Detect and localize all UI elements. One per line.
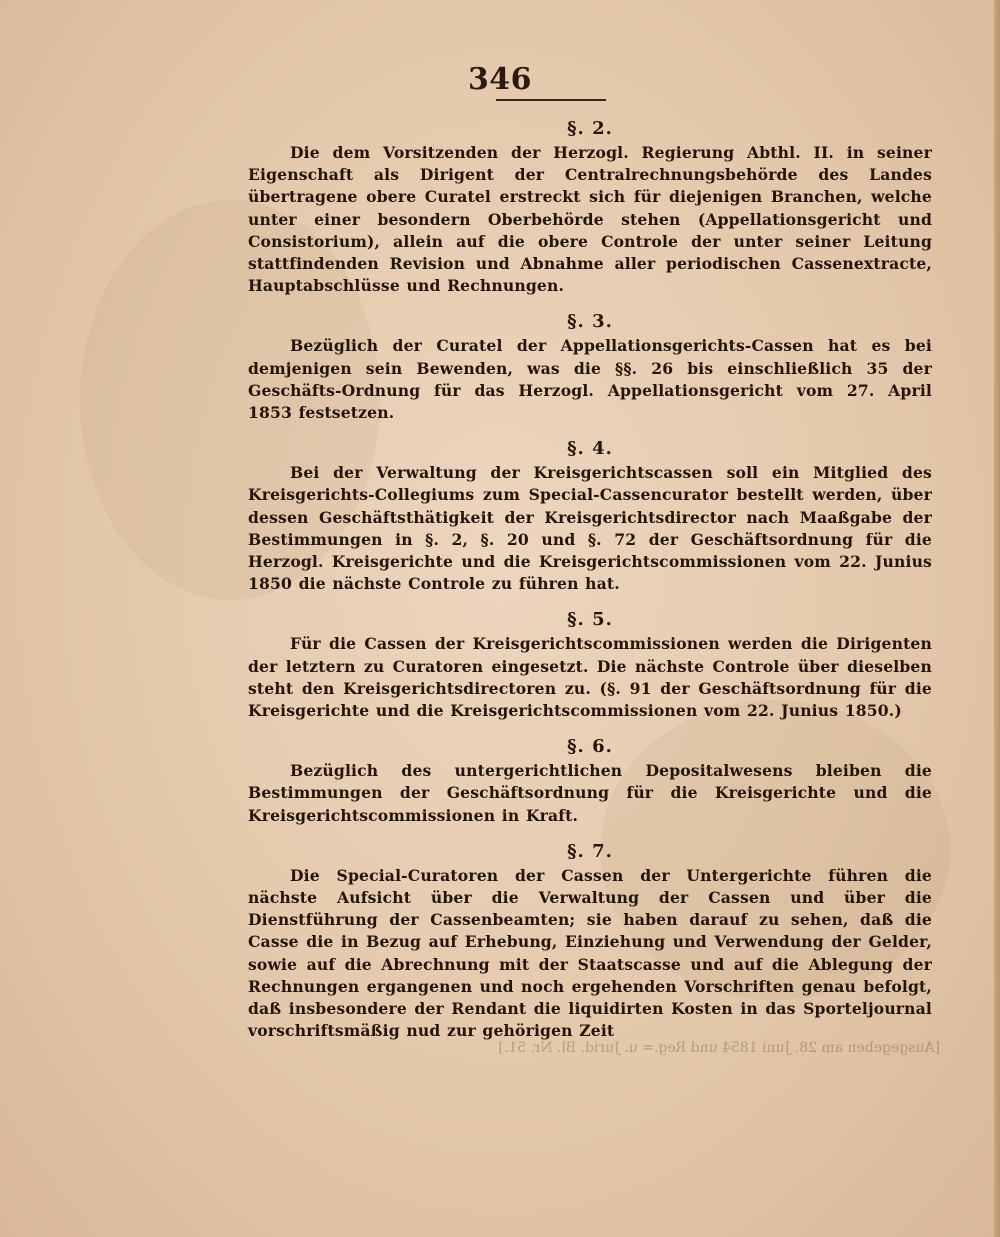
section-6	[248, 734, 932, 827]
section-number: §. 4.	[567, 438, 613, 460]
section-text: Bezüglich der Curatel der Appellationsgerichts-Cassen hat es bei demjenigen sein Bewenden, was die §§. 26 bis einschließlich 35 der Geschäfts-Ordnung für das Herzogl. Appellationsgericht vom 27. April 1853 festsetzen.	[248, 336, 932, 423]
section-number: §. 7.	[567, 840, 613, 862]
section-4	[248, 436, 932, 595]
section-number: §. 3.	[567, 311, 613, 333]
section-3	[248, 309, 932, 424]
document-body	[248, 116, 932, 1043]
page-edge	[994, 0, 1000, 1237]
section-text: Bezüglich des untergerichtlichen Depositalwesens bleiben die Bestimmungen der Geschäftsordnung für die Kreisgerichte und die Kreisgerichtscommissionen in Kraft.	[248, 761, 932, 825]
section-7	[248, 839, 932, 1043]
section-5	[248, 607, 932, 722]
section-number: §. 5.	[567, 609, 613, 631]
section-text: Die dem Vorsitzenden der Herzogl. Regierung Abthl. II. in seiner Eigenschaft als Dirigent der Centralrechnungsbehörde des Landes übertragene obere Curatel erstreckt sich für diejenigen Branchen, welche unter einer besondern Oberbehörde stehen (Appellationsgericht und Consistorium), allein auf die obere Controle der unter seiner Leitung stattfindenden Revision und Abnahme aller periodischen Cassenextracte, Hauptabschlüsse und Rechnungen.	[248, 143, 932, 296]
section-text: Die Special-Curatoren der Cassen der Untergerichte führen die nächste Aufsicht über die Verwaltung der Cassen und über die Dienstführung der Cassenbeamten; sie haben darauf zu sehen, daß die Casse die in Bezug auf Erhebung, Einziehung und Verwendung der Gelder, sowie auf die Abrechnung mit der Staatscasse und auf die Ablegung der Rechnungen ergangenen und noch ergehenden Vorschriften genau befolgt, daß insbesondere der Rendant die liquidirten Kosten in das Sporteljournal vorschriftsmäßig nud zur gehörigen Zeit	[248, 865, 932, 1041]
section-text: Für die Cassen der Kreisgerichtscommissionen werden die Dirigenten der letztern zu Curatoren eingesetzt. Die nächste Controle über dieselben steht den Kreisgerichtsdirectoren zu. (§. 91 der Geschäftsordnung für die Kreisgerichte und die Kreisgerichtscommissionen vom 22. Junius 1850.)	[248, 634, 932, 721]
section-text: Bei der Verwaltung der Kreisgerichtscassen soll ein Mitglied des Kreisgerichts-Collegiums zum Special-Cassencurator bestellt werden, über dessen Geschäftsthätigkeit der Kreisgerichtsdirector nach Maaßgabe der Bestimmungen in §. 2, §. 20 und §. 72 der Geschäftsordnung für die Herzogl. Kreisgerichte und die Kreisgerichtscommissionen vom 22. Junius 1850 die nächste Controle zu führen hat.	[248, 463, 932, 594]
page-number: 346	[467, 62, 533, 97]
section-number: §. 2.	[567, 118, 613, 139]
page-number-rule	[496, 99, 606, 101]
section-number: §. 6.	[567, 736, 613, 758]
bleed-through-text: [Ausgegeben am 28. Juni 1854 und Reg.= u. Jurid. Bl. Nr. 51.]	[498, 1040, 940, 1056]
section-2	[248, 116, 932, 297]
